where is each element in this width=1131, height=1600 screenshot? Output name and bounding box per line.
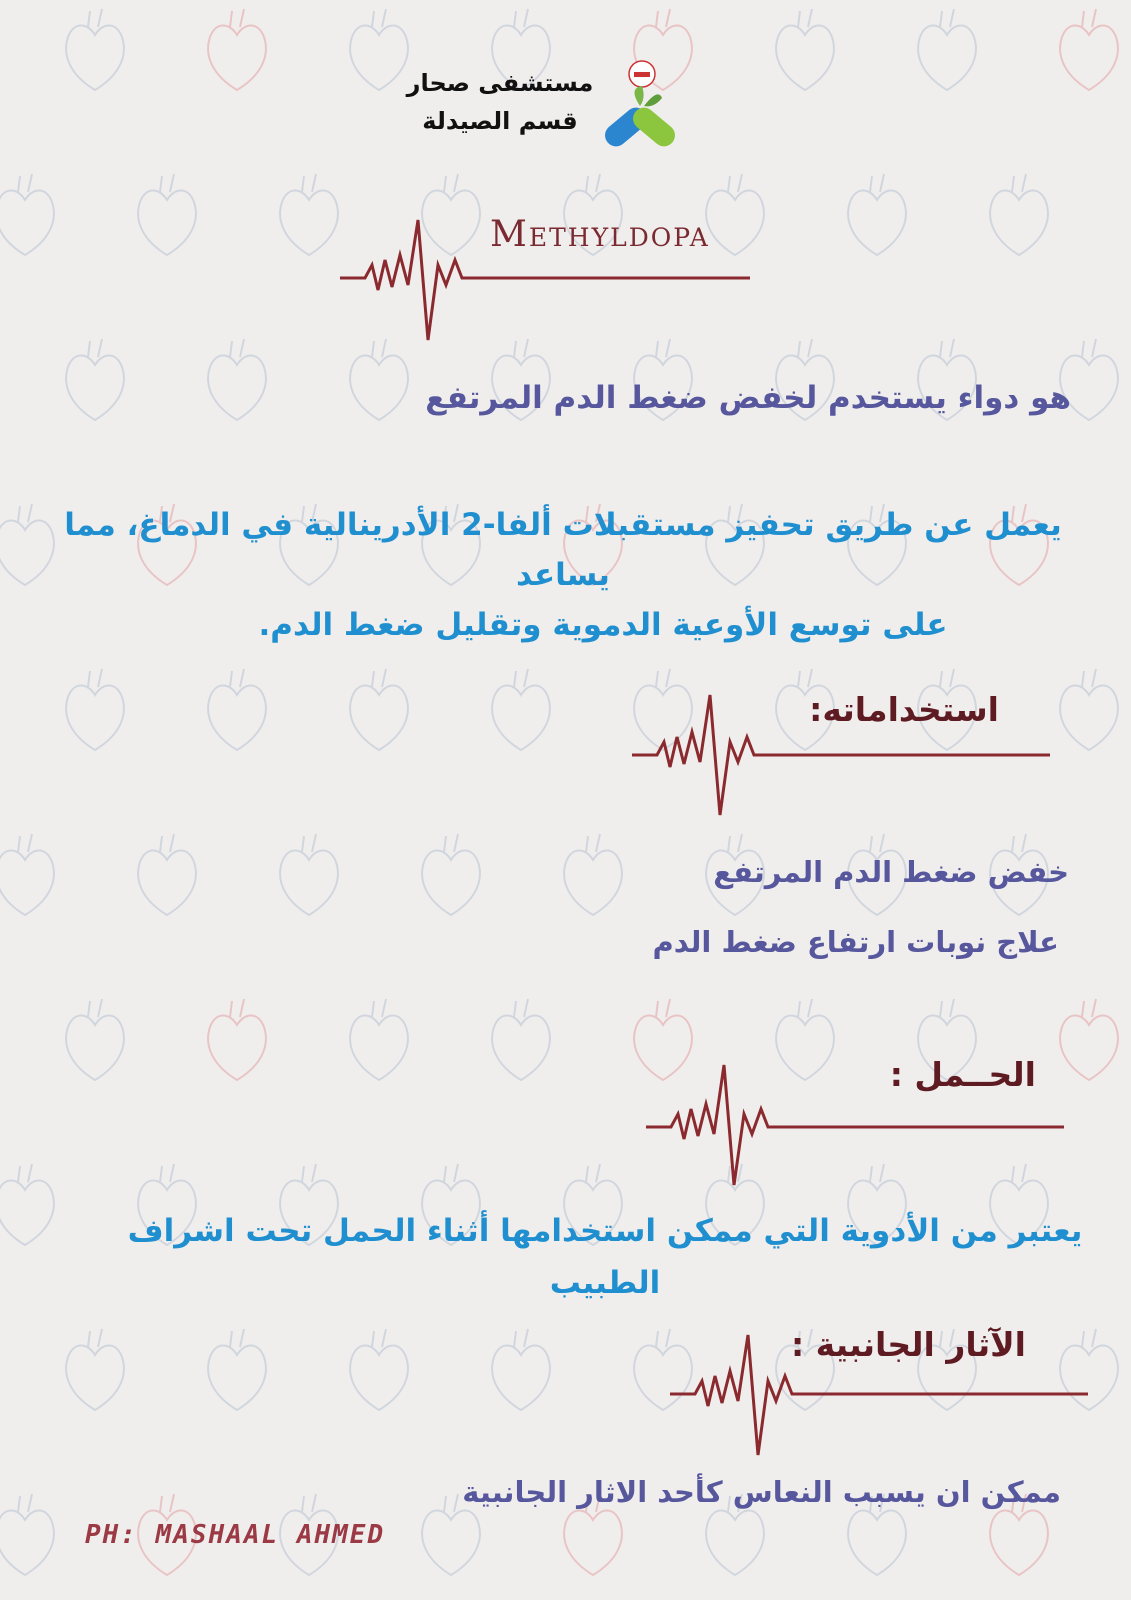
heart-outline-icon [912, 5, 982, 95]
pregnancy-line-1: يعتبر من الأدوية التي ممكن استخدامها أثناء الحمل تحت اشراف [127, 1213, 1083, 1249]
author-signature: PH: MASHAAL AHMED [85, 1520, 386, 1550]
heart-outline-icon [1054, 5, 1124, 95]
heartbeat-divider-icon [632, 690, 1052, 825]
heartbeat-divider-icon [340, 215, 760, 350]
heart-outline-icon [0, 170, 60, 260]
uses-heading: استخداماته: [809, 690, 999, 729]
heart-outline-icon [770, 5, 840, 95]
hospital-name: مستشفى صحار [406, 69, 594, 97]
use-item: خفض ضغط الدم المرتفع [713, 855, 1069, 889]
heart-outline-icon [202, 995, 272, 1085]
heart-outline-icon [60, 1325, 130, 1415]
heart-outline-icon [202, 1325, 272, 1415]
heart-outline-icon [558, 830, 628, 920]
heart-outline-icon [486, 995, 556, 1085]
heart-outline-icon [132, 830, 202, 920]
heart-outline-icon [344, 665, 414, 755]
intro-text: هو دواء يستخدم لخفض ضغط الدم المرتفع [425, 380, 1071, 416]
heartbeat-divider-icon [670, 1330, 1090, 1465]
heart-outline-icon [60, 665, 130, 755]
heart-outline-icon [60, 335, 130, 425]
heart-outline-icon [274, 830, 344, 920]
heart-outline-icon [344, 1325, 414, 1415]
heartbeat-divider-icon [646, 1060, 1066, 1195]
pregnancy-heading: الحــمل : [889, 1055, 1036, 1094]
mechanism-line-1: يعمل عن طريق تحفيز مستقبلات ألفا-2 الأدرينالية في الدماغ، مما يساعد [64, 507, 1062, 593]
heart-outline-icon [842, 170, 912, 260]
mechanism-line-2: على توسع الأوعية الدموية وتقليل ضغط الدم. [258, 607, 948, 643]
heart-outline-icon [274, 170, 344, 260]
side-effects-text: ممكن ان يسبب النعاس كأحد الاثار الجانبية [462, 1475, 1061, 1509]
heart-outline-icon [0, 1490, 60, 1580]
pharmacy-logo-icon [600, 58, 680, 148]
heart-outline-icon [344, 995, 414, 1085]
pregnancy-line-2: الطبيب [549, 1265, 661, 1301]
heart-outline-icon [202, 5, 272, 95]
heart-outline-icon [60, 5, 130, 95]
heart-outline-icon [202, 665, 272, 755]
heart-outline-icon [416, 830, 486, 920]
department-name: قسم الصيدلة [422, 107, 578, 135]
heart-outline-icon [0, 830, 60, 920]
heart-outline-icon [202, 335, 272, 425]
heart-outline-icon [60, 995, 130, 1085]
side-effects-heading: الآثار الجانبية : [790, 1325, 1026, 1364]
mechanism-text [13, 500, 1113, 650]
drug-title: Methyldopa [490, 214, 710, 255]
heart-outline-icon [0, 1160, 60, 1250]
pregnancy-text [90, 1205, 1120, 1309]
use-item: علاج نوبات ارتفاع ضغط الدم [652, 925, 1059, 959]
heart-outline-icon [486, 665, 556, 755]
heart-outline-icon [486, 1325, 556, 1415]
heart-outline-icon [984, 170, 1054, 260]
heart-outline-icon [1054, 665, 1124, 755]
hospital-header [400, 64, 600, 140]
heart-outline-icon [132, 170, 202, 260]
